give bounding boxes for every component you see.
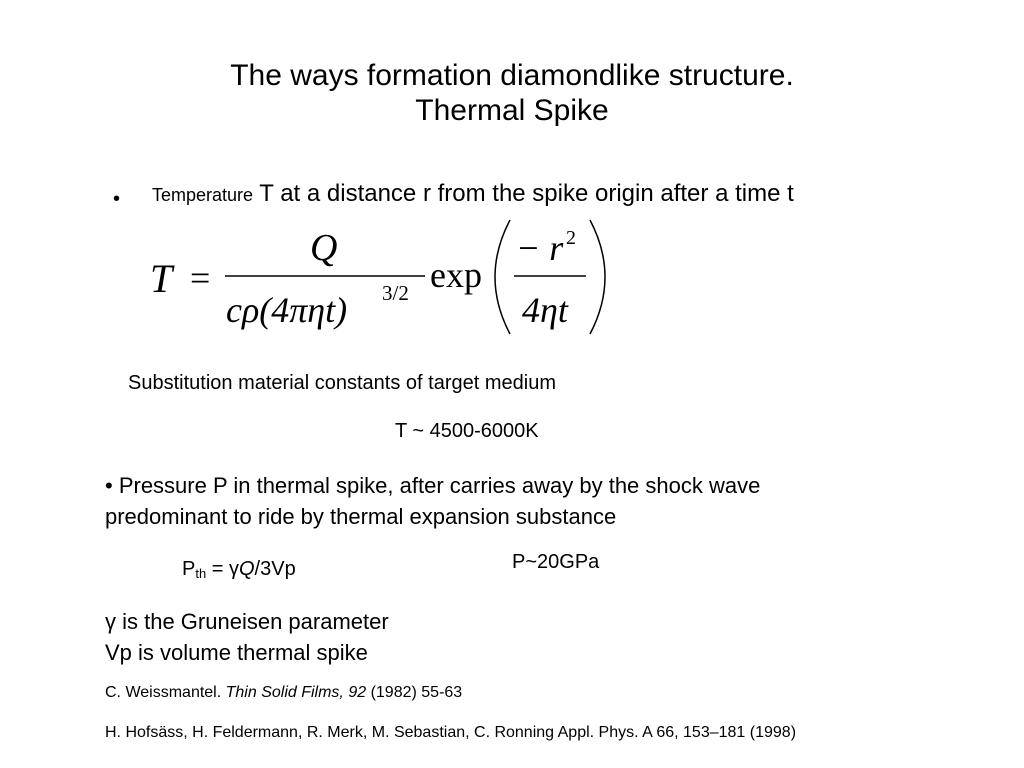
pressure-formula-p: P xyxy=(182,558,196,580)
title-line-1: The ways formation diamondlike structure. xyxy=(230,59,794,92)
pressure-formula-rest: /3Vp xyxy=(254,558,296,580)
gruneisen-line-2: Vp is volume thermal spike xyxy=(105,640,368,665)
formula-lhs: T xyxy=(150,256,173,301)
pressure-value: P~20GPa xyxy=(512,551,600,573)
formula-left-paren xyxy=(495,220,510,334)
substitution-text: Substitution material constants of target medium xyxy=(128,372,556,394)
temperature-text: T at a distance r from the spike origin after a time t xyxy=(259,180,794,207)
formula-svg xyxy=(140,212,620,342)
reference-1-journal: Thin Solid Films, 92 xyxy=(225,684,367,701)
reference-1 xyxy=(105,684,462,702)
thermal-spike-formula xyxy=(140,212,620,342)
title-line-2: Thermal Spike xyxy=(415,94,609,127)
bullet-point: • xyxy=(113,188,121,210)
pressure-formula-eq: = γ xyxy=(206,558,239,580)
reference-1-rest: (1982) 55-63 xyxy=(366,684,463,701)
formula-exponent: 3/2 xyxy=(382,281,409,305)
formula-equals: = xyxy=(190,258,211,298)
pressure-formula-subscript: th xyxy=(195,566,207,581)
formula-inner-power: 2 xyxy=(566,227,576,249)
formula-numerator: Q xyxy=(310,227,338,269)
pressure-formula xyxy=(182,558,296,581)
pressure-line-1: • Pressure P in thermal spike, after carries away by the shock wave xyxy=(105,473,761,498)
slide-title xyxy=(0,58,1024,128)
pressure-formula-q: Q xyxy=(238,558,255,580)
reference-2: H. Hofsäss, H. Feldermann, R. Merk, M. Sebastian, C. Ronning Appl. Phys. A 66, 153–181 (1998) xyxy=(105,724,797,741)
gruneisen-line-1: γ is the Gruneisen parameter xyxy=(105,609,389,634)
formula-inner-numerator: − r xyxy=(516,228,564,268)
temperature-description xyxy=(152,180,794,208)
gruneisen-notes xyxy=(105,606,389,668)
pressure-description xyxy=(105,470,760,532)
formula-denominator: cρ(4πηt) xyxy=(226,290,348,330)
temperature-label: Temperature xyxy=(152,185,254,205)
formula-inner-denominator: 4ηt xyxy=(522,290,568,330)
temperature-range: T ~ 4500-6000K xyxy=(395,420,539,442)
formula-right-paren xyxy=(590,220,605,334)
pressure-line-2: predominant to ride by thermal expansion substance xyxy=(105,504,617,529)
formula-exp: exp xyxy=(430,255,482,295)
reference-1-authors: C. Weissmantel. xyxy=(105,684,226,701)
